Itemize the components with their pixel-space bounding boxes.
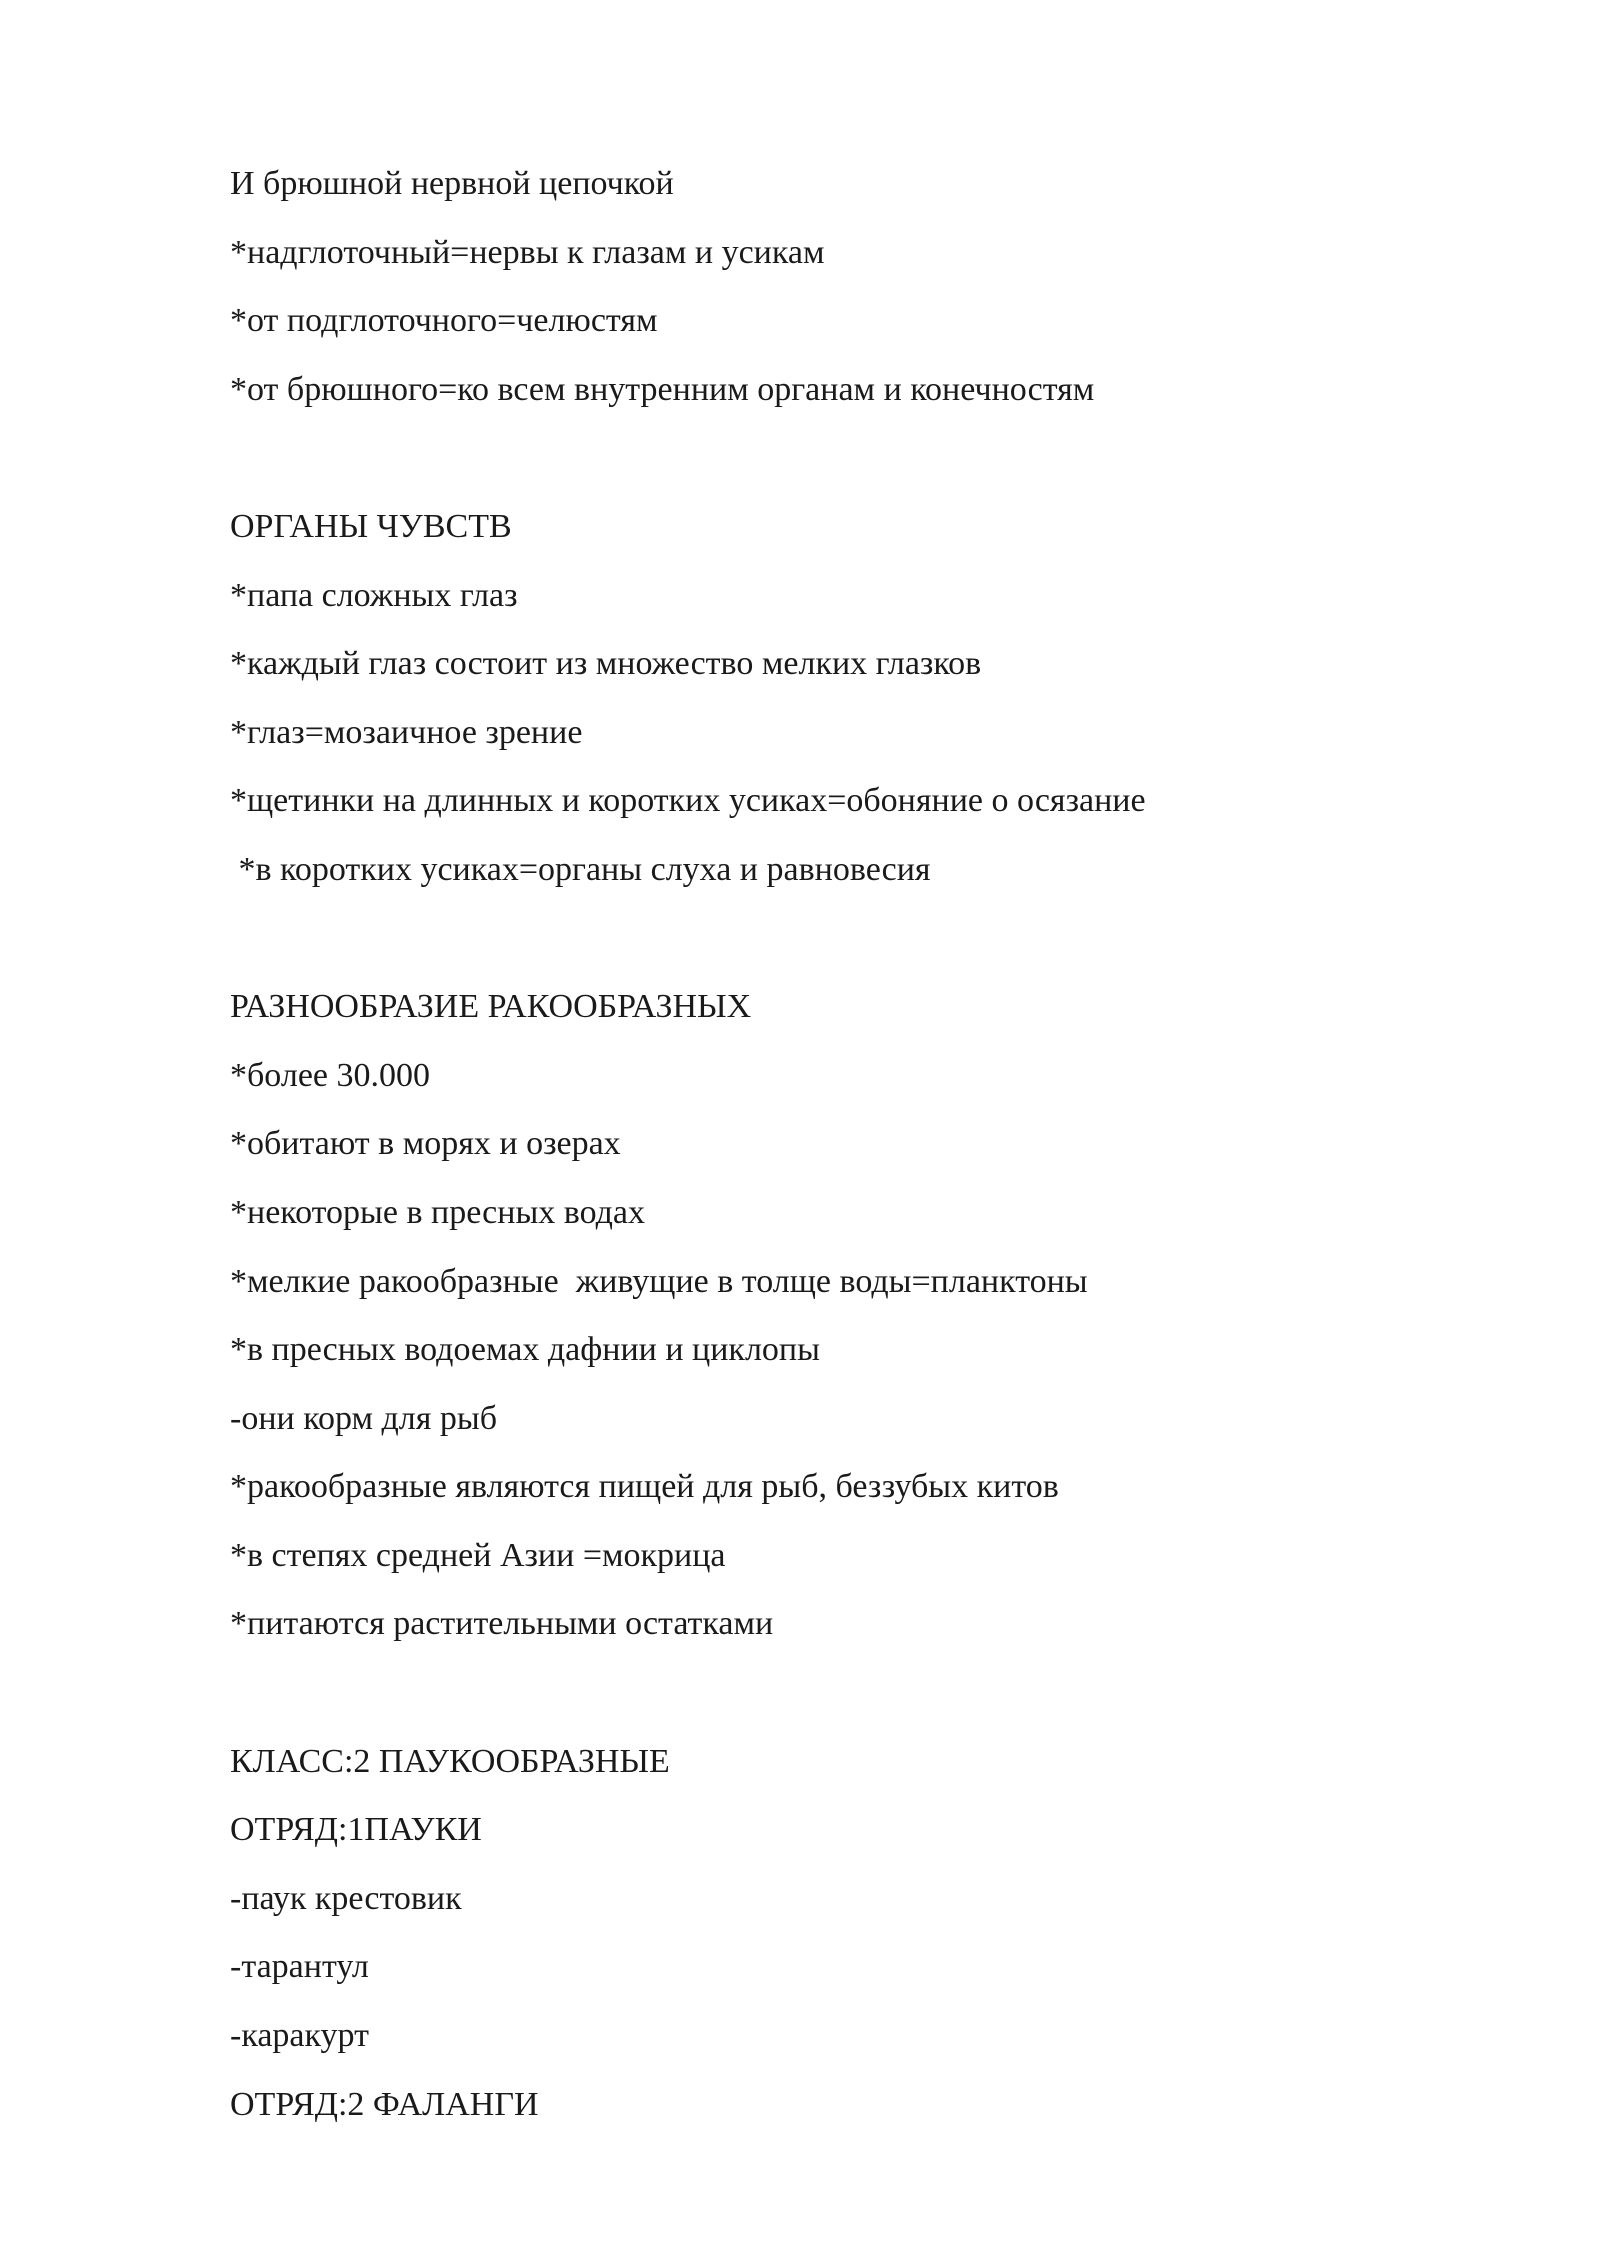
section-heading: РАЗНООБРАЗИЕ РАКООБРАЗНЫХ xyxy=(230,988,752,1026)
text-line: *от брюшного=ко всем внутренним органам и конечностям xyxy=(230,370,1095,408)
text-line: *в степях средней Азии =мокрица xyxy=(230,1536,726,1574)
text-line: -каракурт xyxy=(230,2017,369,2055)
section-crustacean-diversity xyxy=(230,973,1430,1659)
text-line: И брюшной нервной цепочкой xyxy=(230,165,674,202)
section-arachnids xyxy=(230,1728,1430,2140)
text-line: *глаз=мозаичное зрение xyxy=(230,713,583,751)
text-line: *в пресных водоемах дафнии и циклопы xyxy=(230,1331,820,1369)
text-line: *щетинки на длинных и коротких усиках=обоняние о осязание xyxy=(230,782,1146,820)
text-line: -они корм для рыб xyxy=(230,1399,498,1437)
blank-line xyxy=(230,424,1430,493)
text-line: *некоторые в пресных водах xyxy=(230,1193,646,1231)
text-line: *от подглоточного=челюстям xyxy=(230,302,658,340)
text-line: *обитают в морях и озерах xyxy=(230,1125,621,1163)
text-line: -паук крестовик xyxy=(230,1879,462,1917)
text-line: *питаются растительными остатками xyxy=(230,1605,774,1643)
text-line: *ракообразные являются пищей для рыб, беззубых китов xyxy=(230,1468,1059,1506)
text-line: -тарантул xyxy=(230,1948,369,1986)
text-line: *более 30.000 xyxy=(230,1056,430,1094)
text-line: *папа сложных глаз xyxy=(230,576,518,614)
text-line: ОТРЯД:2 ФАЛАНГИ xyxy=(230,2085,539,2123)
text-line: *надглоточный=нервы к глазам и усикам xyxy=(230,233,825,271)
blank-line xyxy=(230,1659,1430,1728)
text-line: *в коротких усиках=органы слуха и равновесия xyxy=(230,850,931,888)
section-sense-organs xyxy=(230,493,1430,905)
text-line: ОТРЯД:1ПАУКИ xyxy=(230,1811,482,1849)
text-line: *мелкие ракообразные живущие в толще воды=планктоны xyxy=(230,1262,1088,1300)
section-heading: ОРГАНЫ ЧУВСТВ xyxy=(230,507,512,545)
section-nervous-system xyxy=(230,150,1430,424)
blank-line xyxy=(230,905,1430,974)
section-heading: КЛАСС:2 ПАУКООБРАЗНЫЕ xyxy=(230,1742,670,1780)
document-body xyxy=(230,150,1430,2139)
text-line: *каждый глаз состоит из множество мелких глазков xyxy=(230,645,982,683)
